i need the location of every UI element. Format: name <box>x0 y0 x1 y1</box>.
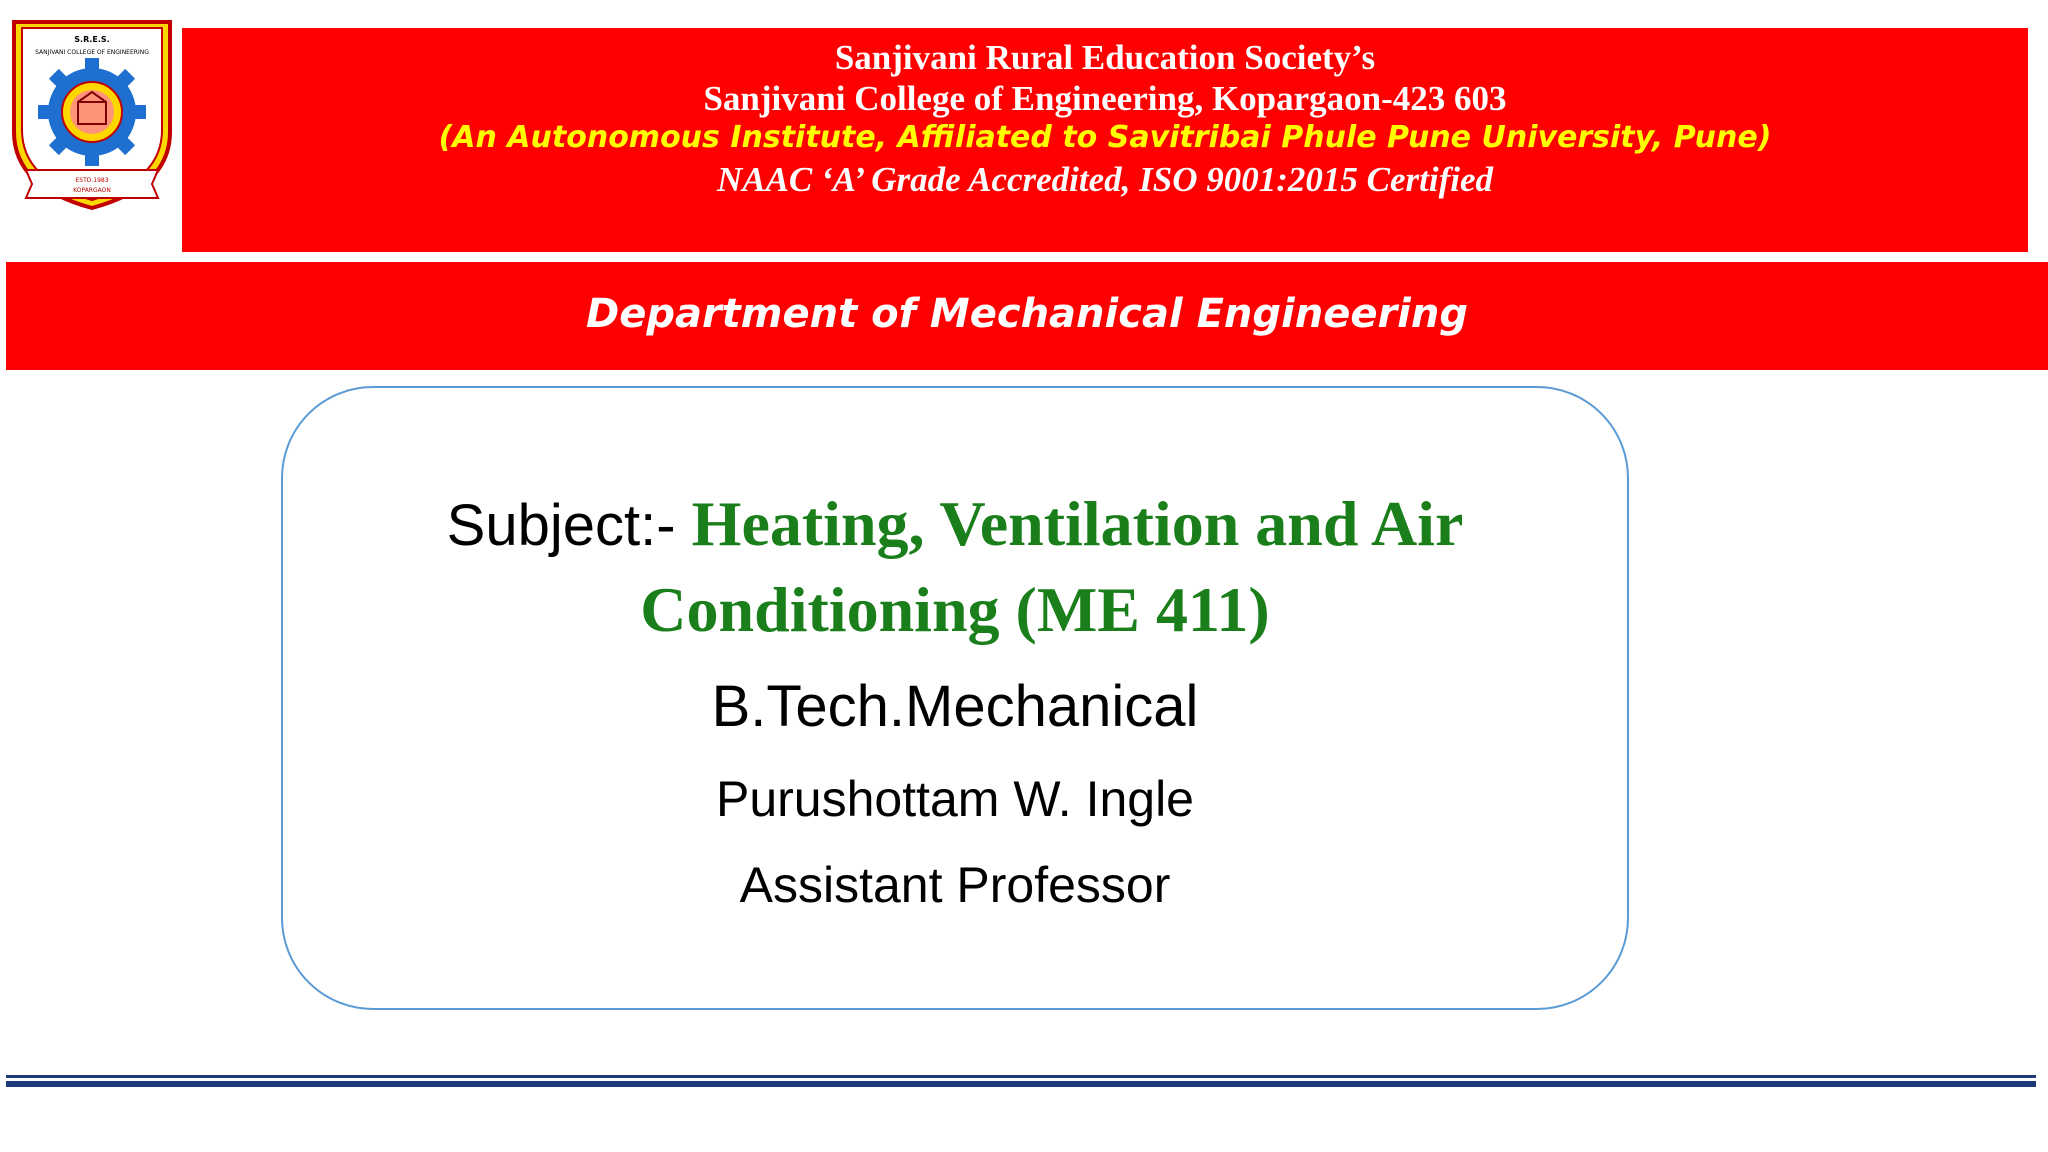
subject-line <box>283 488 1627 559</box>
institute-header-band <box>182 28 2028 252</box>
college-logo <box>6 12 178 212</box>
footer-rule-thin <box>6 1075 2036 1078</box>
department-title: Department of Mechanical Engineering <box>585 291 1468 337</box>
svg-text:SANJIVANI COLLEGE OF ENGINEERI: SANJIVANI COLLEGE OF ENGINEERING <box>35 49 149 56</box>
title-card <box>281 386 1629 1010</box>
autonomous-status: (An Autonomous Institute, Affiliated to Savitribai Phule Pune University, Pune) <box>438 120 1772 155</box>
subject-name-line1: Heating, Ventilation and Air <box>691 488 1464 559</box>
subject-label: Subject:- <box>446 493 692 558</box>
faculty-role: Assistant Professor <box>739 857 1171 913</box>
college-name: Sanjivani College of Engineering, Kopargaon-423 603 <box>703 79 1507 118</box>
accreditation-line: NAAC ‘A’ Grade Accredited, ISO 9001:2015 Certified <box>716 160 1494 199</box>
faculty-name: Purushottam W. Ingle <box>715 771 1194 827</box>
society-name: Sanjivani Rural Education Society’s <box>834 38 1376 77</box>
footer-divider <box>6 1075 2036 1087</box>
subject-name-line2: Conditioning (ME 411) <box>640 574 1270 645</box>
department-band <box>6 262 2048 370</box>
svg-text:ESTD.1983: ESTD.1983 <box>75 177 109 184</box>
program-name: B.Tech.Mechanical <box>711 674 1199 739</box>
svg-text:S.R.E.S.: S.R.E.S. <box>74 35 110 44</box>
svg-text:KOPARGAON: KOPARGAON <box>73 187 111 194</box>
footer-rule-thick <box>6 1081 2036 1087</box>
